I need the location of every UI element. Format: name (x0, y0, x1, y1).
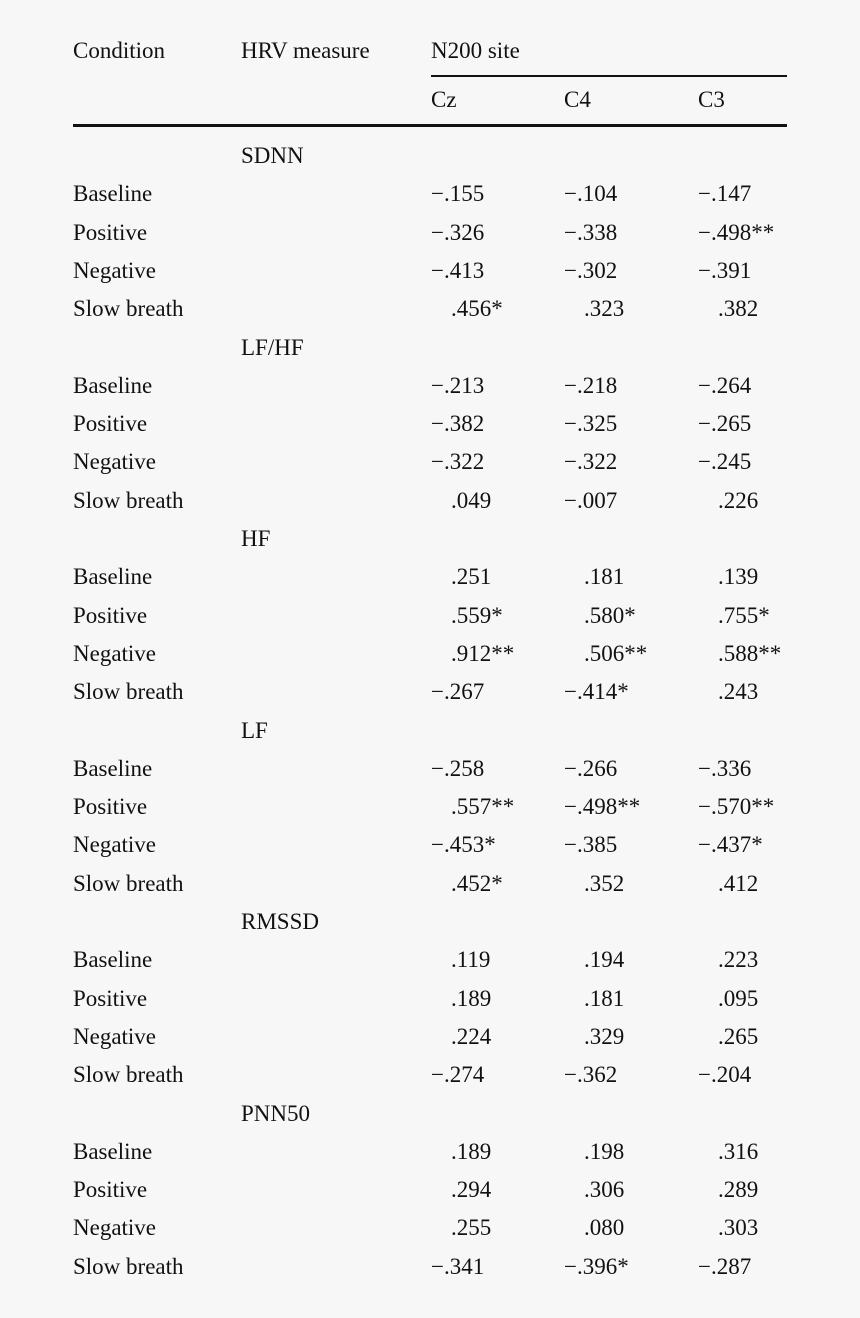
value-cell-c4: .080 (584, 1215, 625, 1241)
condition-cell: Baseline (73, 755, 153, 781)
value-cell-cz: −.274 (431, 1062, 485, 1088)
value-cell-c4: .323 (584, 296, 625, 322)
value-cell-c3: .412 (718, 870, 759, 896)
value-cell-c4: −.302 (564, 257, 618, 283)
value-cell-c4: −.218 (564, 372, 618, 398)
value-cell-cz: −.326 (431, 219, 485, 245)
condition-cell: Positive (73, 794, 148, 820)
value-cell-cz: .255 (451, 1215, 492, 1241)
value-cell-c3: −.264 (698, 372, 752, 398)
condition-cell: Slow breath (73, 1062, 184, 1088)
measure-heading: PNN50 (241, 1100, 311, 1126)
value-cell-cz: .294 (451, 1177, 492, 1203)
condition-cell: Slow breath (73, 679, 184, 705)
value-cell-c4: .352 (584, 870, 625, 896)
value-cell-c3: .303 (718, 1215, 759, 1241)
condition-cell: Slow breath (73, 870, 184, 896)
value-cell-cz: −.341 (431, 1253, 485, 1279)
value-cell-cz: −.258 (431, 755, 485, 781)
value-cell-cz: .912** (451, 640, 515, 666)
value-cell-c3: .316 (718, 1138, 759, 1164)
value-cell-cz: .049 (451, 487, 492, 513)
condition-cell: Positive (73, 219, 148, 245)
value-cell-c3: .755* (718, 602, 770, 628)
value-cell-c4: −.338 (564, 219, 618, 245)
value-cell-cz: .189 (451, 1138, 492, 1164)
condition-cell: Negative (73, 640, 157, 666)
value-cell-cz: −.155 (431, 181, 485, 207)
measure-heading: LF/HF (241, 334, 304, 360)
value-cell-c3: .226 (718, 487, 759, 513)
condition-cell: Positive (73, 1177, 148, 1203)
condition-cell: Negative (73, 1023, 157, 1049)
value-cell-c4: −.362 (564, 1062, 618, 1088)
value-cell-c3: −.336 (698, 755, 752, 781)
condition-cell: Baseline (73, 947, 153, 973)
header-hrv-measure: HRV measure (241, 38, 370, 63)
value-cell-c3: .265 (718, 1023, 759, 1049)
value-cell-c4: −.385 (564, 832, 618, 858)
value-cell-cz: .557** (451, 794, 515, 820)
value-cell-cz: −.453* (431, 832, 496, 858)
measure-heading: LF (241, 717, 268, 743)
header-condition: Condition (73, 38, 166, 63)
value-cell-c3: .095 (718, 985, 759, 1011)
value-cell-cz: .251 (451, 564, 492, 590)
value-cell-c4: −.266 (564, 755, 618, 781)
value-cell-c3: .588** (718, 640, 782, 666)
condition-cell: Slow breath (73, 487, 184, 513)
measure-heading: SDNN (241, 143, 304, 168)
value-cell-c3: −.287 (698, 1253, 752, 1279)
value-cell-c4: .181 (584, 564, 625, 590)
value-cell-cz: −.213 (431, 372, 485, 398)
condition-cell: Baseline (73, 564, 153, 590)
value-cell-c4: −.007 (564, 487, 618, 513)
condition-cell: Slow breath (73, 1253, 184, 1279)
value-cell-cz: −.322 (431, 449, 485, 475)
value-cell-c4: −.104 (564, 181, 618, 207)
value-cell-c3: .223 (718, 947, 759, 973)
value-cell-c4: −.322 (564, 449, 618, 475)
value-cell-cz: .189 (451, 985, 492, 1011)
value-cell-c3: −.570** (698, 794, 775, 820)
value-cell-c3: .139 (718, 564, 759, 590)
value-cell-c3: .289 (718, 1177, 759, 1203)
value-cell-c4: .329 (584, 1023, 625, 1049)
value-cell-c3: −.204 (698, 1062, 752, 1088)
condition-cell: Baseline (73, 181, 153, 207)
condition-cell: Negative (73, 832, 157, 858)
value-cell-c3: −.265 (698, 411, 752, 437)
measure-heading: HF (241, 526, 271, 551)
value-cell-c3: −.245 (698, 449, 752, 475)
value-cell-cz: −.413 (431, 257, 485, 283)
value-cell-cz: .452* (451, 870, 503, 896)
value-cell-cz: −.267 (431, 679, 485, 705)
condition-cell: Baseline (73, 1138, 153, 1164)
condition-cell: Negative (73, 1215, 157, 1241)
value-cell-c4: .181 (584, 985, 625, 1011)
value-cell-c3: −.391 (698, 257, 752, 283)
value-cell-c4: .198 (584, 1138, 625, 1164)
header-n200-site: N200 site (431, 38, 520, 63)
condition-cell: Positive (73, 411, 148, 437)
value-cell-c3: −.147 (698, 181, 752, 207)
value-cell-cz: .119 (451, 947, 491, 973)
condition-cell: Positive (73, 985, 148, 1011)
value-cell-c4: −.498** (564, 794, 641, 820)
spanner-rule (431, 75, 787, 77)
header-site-cz: Cz (431, 87, 457, 112)
condition-cell: Slow breath (73, 296, 184, 322)
value-cell-c4: .580* (584, 602, 636, 628)
value-cell-c4: −.414* (564, 679, 629, 705)
header-site-c4: C4 (564, 87, 591, 112)
value-cell-c4: .306 (584, 1177, 625, 1203)
condition-cell: Positive (73, 602, 148, 628)
value-cell-cz: .559* (451, 602, 503, 628)
value-cell-cz: .224 (451, 1023, 492, 1049)
value-cell-c3: −.437* (698, 832, 763, 858)
value-cell-c3: .382 (718, 296, 759, 322)
condition-cell: Baseline (73, 372, 153, 398)
value-cell-c3: −.498** (698, 219, 775, 245)
header-site-c3: C3 (698, 87, 725, 112)
header-bottom-rule (73, 124, 787, 127)
value-cell-cz: .456* (451, 296, 503, 322)
value-cell-c4: .194 (584, 947, 625, 973)
value-cell-cz: −.382 (431, 411, 485, 437)
condition-cell: Negative (73, 449, 157, 475)
condition-cell: Negative (73, 257, 157, 283)
value-cell-c4: −.396* (564, 1253, 629, 1279)
value-cell-c3: .243 (718, 679, 759, 705)
value-cell-c4: .506** (584, 640, 648, 666)
measure-heading: RMSSD (241, 909, 319, 934)
value-cell-c4: −.325 (564, 411, 618, 437)
